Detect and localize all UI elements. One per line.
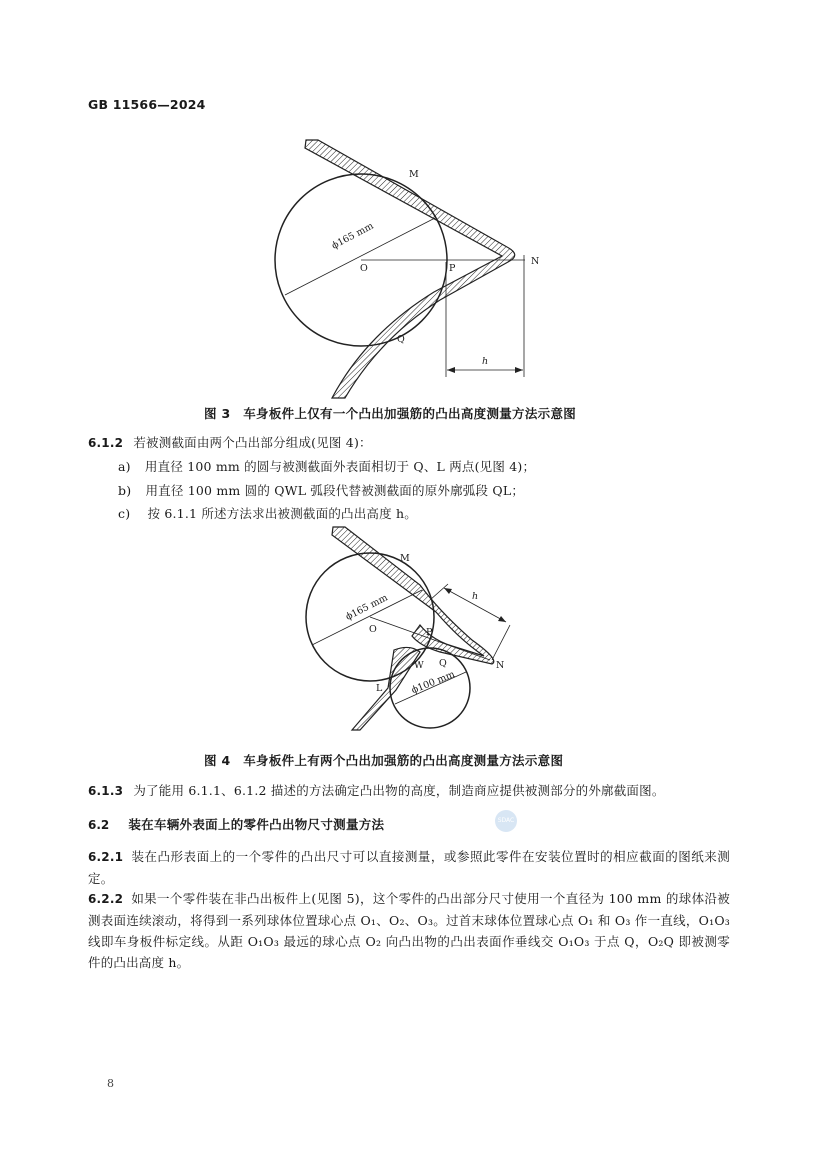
fig4-label-n: N (496, 660, 505, 671)
fig3-label-p: P (449, 263, 456, 274)
fig3-label-o: O (360, 263, 368, 274)
fig3-label-diameter: ϕ165 mm (330, 220, 376, 252)
fig4-label-l: L (376, 683, 383, 694)
fig3-label-m: M (409, 169, 419, 180)
fig4-large-diameter (312, 590, 422, 645)
list-item-b-marker: b) (118, 483, 132, 498)
fig4-label-m: M (400, 553, 410, 564)
list-item-c (118, 503, 417, 524)
fig4-h-arrow-b (498, 616, 506, 622)
fig4-ext-n (492, 625, 510, 660)
section-6-1-2-number: 6.1.2 (88, 436, 124, 450)
list-item-a-marker: a) (118, 459, 131, 474)
list-item-a-text: 用直径 100 mm 的圆与被测截面外表面相切于 Q、L 两点(见图 4)； (144, 459, 536, 474)
fig3-label-h: h (482, 356, 489, 367)
figure-4-caption: 图 4 车身板件上有两个凸出加强筋的凸出高度测量方法示意图 (204, 753, 564, 768)
section-6-1-2-text: 若被测截面由两个凸出部分组成(见图 4)： (133, 435, 372, 450)
section-6-2-title: 装在车辆外表面上的零件凸出物尺寸测量方法 (128, 817, 385, 832)
watermark-logo: SDAC (495, 810, 517, 832)
section-6-2-1-text: 装在凸形表面上的一个零件的凸出尺寸可以直接测量，或参照此零件在安装位置时的相应截面的图纸来测定。 (88, 849, 730, 886)
page-number: 8 (107, 1077, 114, 1090)
section-6-1-3-text: 为了能用 6.1.1、6.1.2 描述的方法确定凸出物的高度，制造商应提供被测部分的外廓截面图。 (133, 783, 665, 798)
fig4-label-q: Q (439, 658, 447, 669)
section-6-1-3-number: 6.1.3 (88, 784, 124, 798)
fig3-h-arrow-left (447, 367, 455, 373)
fig4-label-w: W (414, 660, 424, 671)
fig4-ext-p (430, 584, 448, 600)
section-6-1-2 (88, 432, 372, 454)
section-6-2-2 (88, 888, 730, 973)
fig4-label-diameter-large: ϕ165 mm (344, 592, 390, 623)
list-item-b-text: 用直径 100 mm 圆的 QWL 弧段代替被测截面的原外廓弧段 QL； (145, 483, 525, 498)
section-6-2-2-text: 如果一个零件装在非凸出板件上(见图 5)，这个零件的凸出部分尺寸使用一个直径为 100 mm 的球体沿被测表面连续滚动，将得到一系列球体位置球心点 O₁、O₂、O₃。过首末球体位置球心点 O₁ 和 O₃ 作一直线，O₁O₃ 线即车身板件标定线。从距 O₁O₃ 最远的球心点 O₂ 向凸出物的凸出表面作垂线交 O₁O₃ 于点 Q，O₂Q 即被测零件的凸出高度 h。 (88, 891, 730, 970)
list-item-c-marker: c) (118, 506, 131, 521)
fig4-label-o: O (369, 624, 377, 635)
fig4-panel-upper (332, 527, 494, 664)
fig4-label-p: P (426, 627, 433, 638)
section-6-1-3 (88, 780, 665, 802)
list-item-c-text: 按 6.1.1 所述方法求出被测截面的凸出高度 h。 (147, 506, 417, 521)
list-item-b (118, 480, 524, 501)
fig3-h-arrow-right (515, 367, 523, 373)
section-6-2-1 (88, 846, 730, 889)
figure-3-caption: 图 3 车身板件上仅有一个凸出加强筋的凸出高度测量方法示意图 (204, 406, 577, 421)
fig4-label-h: h (472, 591, 479, 602)
fig3-label-n: N (531, 256, 540, 267)
fig4-h-arrow-a (444, 588, 452, 594)
fig3-label-q: Q (397, 334, 405, 345)
section-6-2-heading (88, 814, 384, 833)
fig4-baseline (370, 617, 490, 660)
fig4-panel-lower (352, 647, 420, 730)
standard-header: GB 11566—2024 (88, 97, 206, 112)
fig4-label-diameter-small: ϕ100 mm (410, 668, 457, 697)
section-6-2-2-number: 6.2.2 (88, 892, 124, 906)
section-6-2-1-number: 6.2.1 (88, 850, 124, 864)
section-6-2-number: 6.2 (88, 818, 110, 832)
list-item-a (118, 456, 535, 477)
